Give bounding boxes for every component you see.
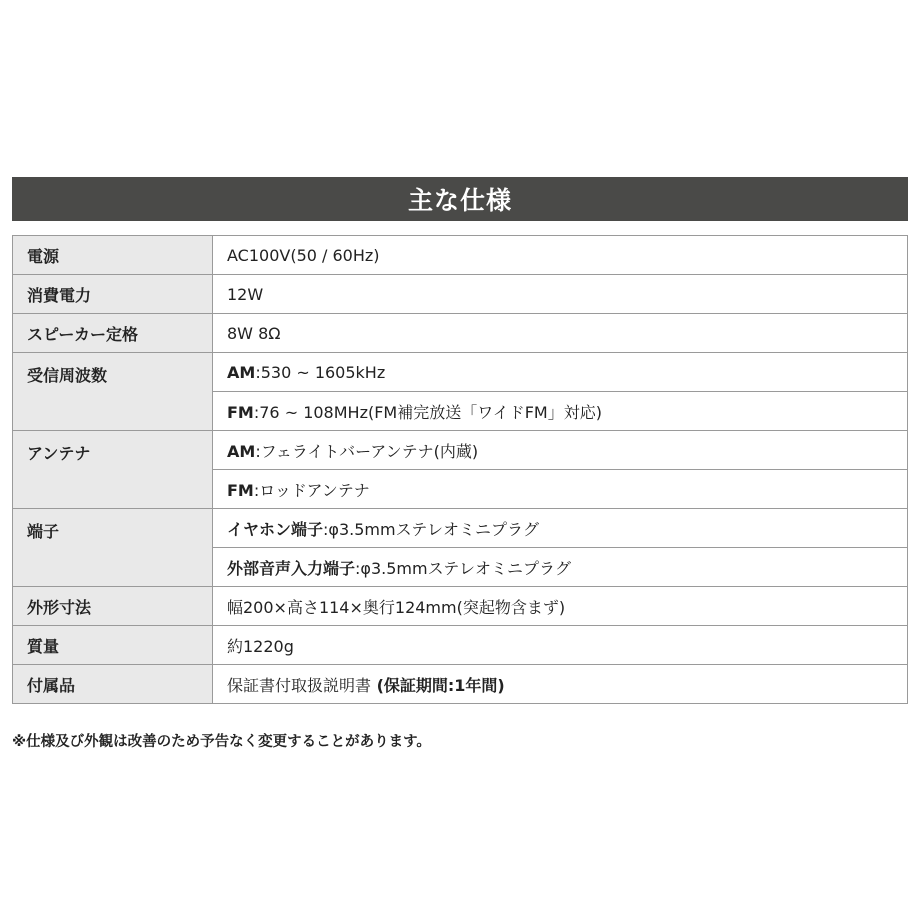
row-value-antenna-fm (213, 470, 908, 509)
row-label-consumption: 消費電力 (13, 275, 213, 314)
am-prefix: AM (227, 441, 256, 461)
row-label-accessories: 付属品 (13, 665, 213, 704)
fm-prefix: FM (227, 480, 254, 500)
fm-frequency: :76 ~ 108MHz(FM補完放送「ワイドFM」対応) (253, 402, 602, 422)
table-row (13, 275, 908, 314)
row-value-earphone (213, 509, 908, 548)
row-value-dimensions: 幅200×高さ114×奥行124mm(突起物含まず) (213, 587, 908, 626)
table-row (13, 626, 908, 665)
row-value-external-input (213, 548, 908, 587)
am-frequency: :530 ~ 1605kHz (255, 362, 386, 382)
earphone-spec: :φ3.5mmステレオミニプラグ (323, 519, 539, 539)
row-label-terminal: 端子 (13, 509, 213, 587)
row-label-frequency: 受信周波数 (13, 353, 213, 431)
accessories-item: 保証書付取扱説明書 (227, 675, 372, 695)
row-label-dimensions: 外形寸法 (13, 587, 213, 626)
row-label-weight: 質量 (13, 626, 213, 665)
footnote: ※仕様及び外観は改善のため予告なく変更することがあります。 (12, 734, 431, 750)
warranty-period: (保証期間:1年間) (371, 675, 505, 695)
earphone-prefix: イヤホン端子 (227, 519, 324, 539)
row-label-speaker: スピーカー定格 (13, 314, 213, 353)
am-antenna: :フェライトバーアンテナ(内蔵) (255, 441, 479, 461)
row-value-weight: 約1220g (213, 626, 908, 665)
external-prefix: 外部音声入力端子 (227, 558, 356, 578)
row-value-frequency-fm (213, 392, 908, 431)
table-row (13, 431, 908, 470)
external-spec: :φ3.5mmステレオミニプラグ (355, 558, 571, 578)
row-value-frequency-am (213, 353, 908, 392)
row-value-power: AC100V(50 / 60Hz) (213, 236, 908, 275)
row-value-consumption: 12W (213, 275, 908, 314)
row-label-antenna: アンテナ (13, 431, 213, 509)
spec-title: 主な仕様 (12, 177, 908, 221)
am-prefix: AM (227, 362, 256, 382)
table-row (13, 665, 908, 704)
spec-table (12, 235, 908, 704)
row-label-power: 電源 (13, 236, 213, 275)
table-row (13, 314, 908, 353)
table-row (13, 353, 908, 392)
row-value-antenna-am (213, 431, 908, 470)
table-row (13, 236, 908, 275)
table-row (13, 587, 908, 626)
fm-antenna: :ロッドアンテナ (253, 480, 370, 500)
fm-prefix: FM (227, 402, 254, 422)
row-value-accessories (213, 665, 908, 704)
table-row (13, 509, 908, 548)
row-value-speaker: 8W 8Ω (213, 314, 908, 353)
